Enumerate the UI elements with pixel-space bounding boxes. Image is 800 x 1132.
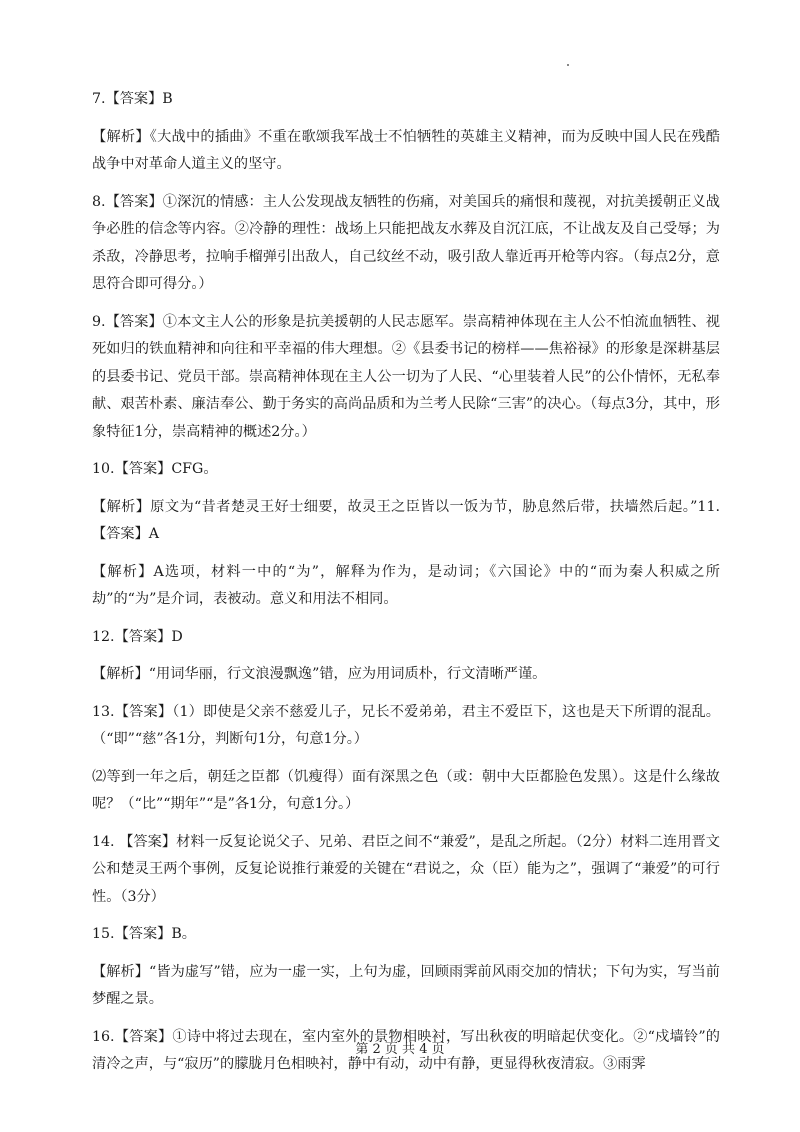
analysis-11: 【解析】A选项，材料一中的“为”，解释为作为，是动词；《六国论》中的“而为秦人积威之所劫”的“为”是介词，表被动。意义和用法不相同。 [92, 563, 720, 607]
answer-13-part-2: ⑵等到一年之后，朝廷之臣都（饥瘦得）面有深黑之色（或：朝中大臣都脸色发黑）。这是什么缘故呢？（“比”“期年”“是”各1分，句意1分。） [92, 768, 720, 812]
analysis-7: 【解析】《大战中的插曲》不重在歌颂我军战士不怕牺牲的英雄主义精神，而为反映中国人民在残酷战争中对革命人道主义的坚守。 [92, 128, 720, 172]
analysis-10-answer-11: 【解析】原文为“昔者楚灵王好士细要，故灵王之臣皆以一饭为节，胁息然后带，扶墙然后起。”11.【答案】A [92, 498, 720, 542]
answer-10: 10.【答案】CFG。 [92, 461, 218, 477]
answer-16: 16.【答案】①诗中将过去现在，室内室外的景物相映衬，写出秋夜的明暗起伏变化。②“戍墙铃”的清冷之声，与“寂历”的朦胧月色相映衬，静中有动，动中有静，更显得秋夜清寂。③雨霁 [92, 1028, 720, 1072]
page-footer: 第 2 页 共 4 页 [355, 1042, 445, 1057]
analysis-15: 【解析】“皆为虚写”错，应为一虚一实，上句为虚，回顾雨霁前风雨交加的情状；下句为实，写当前梦醒之景。 [92, 963, 720, 1007]
answer-13-part-1: 13.【答案】（1）即使是父亲不慈爱儿子，兄长不爱弟弟，君主不爱臣下，这也是天下所谓的混乱。（“即”“慈”各1分，判断句1分，句意1分。） [92, 703, 720, 747]
answer-7: 7.【答案】B [92, 91, 173, 107]
analysis-12: 【解析】“用词华丽，行文浪漫飘逸”错，应为用词质朴，行文清晰严谨。 [92, 666, 547, 682]
answer-8: 8.【答案】①深沉的情感：主人公发现战友牺牲的伤痛，对美国兵的痛恨和蔑视，对抗美援朝正义战争必胜的信念等内容。②冷静的理性：战场上只能把战友水葬及自沉江底，不让战友及自己受辱；为杀敌，冷静思考，拉响手榴弹引出敌人，自己纹丝不动，吸引敌人靠近再开枪等内容。（每点2分，意思符合即可得分。） [92, 193, 720, 292]
document-body [92, 86, 720, 1079]
answer-15: 15.【答案】B。 [92, 926, 196, 942]
answer-9: 9.【答案】①本文主人公的形象是抗美援朝的人民志愿军。崇高精神体现在主人公不怕流血牺牲、视死如归的铁血精神和向往和平幸福的伟大理想。②《县委书记的榜样——焦裕禄》的形象是深耕基层的县委书记、党员干部。崇高精神体现在主人公一切为了人民、“心里装着人民”的公仆情怀，无私奉献、艰苦朴素、廉洁奉公、勤于务实的高尚品质和为兰考人民除“三害”的决心。（每点3分，其中，形象特征1分，崇高精神的概述2分。） [92, 313, 720, 440]
scan-dot [567, 64, 569, 66]
answer-12: 12.【答案】D [92, 628, 183, 645]
answer-14: 14. 【答案】材料一反复论说父子、兄弟、君臣之间不“兼爱”，是乱之所起。（2分）材料二连用晋文公和楚灵王两个事例，反复论说推行兼爱的关键在“君说之，众（臣）能为之”，强调了“兼爱”的可行性。（3分） [92, 833, 720, 905]
